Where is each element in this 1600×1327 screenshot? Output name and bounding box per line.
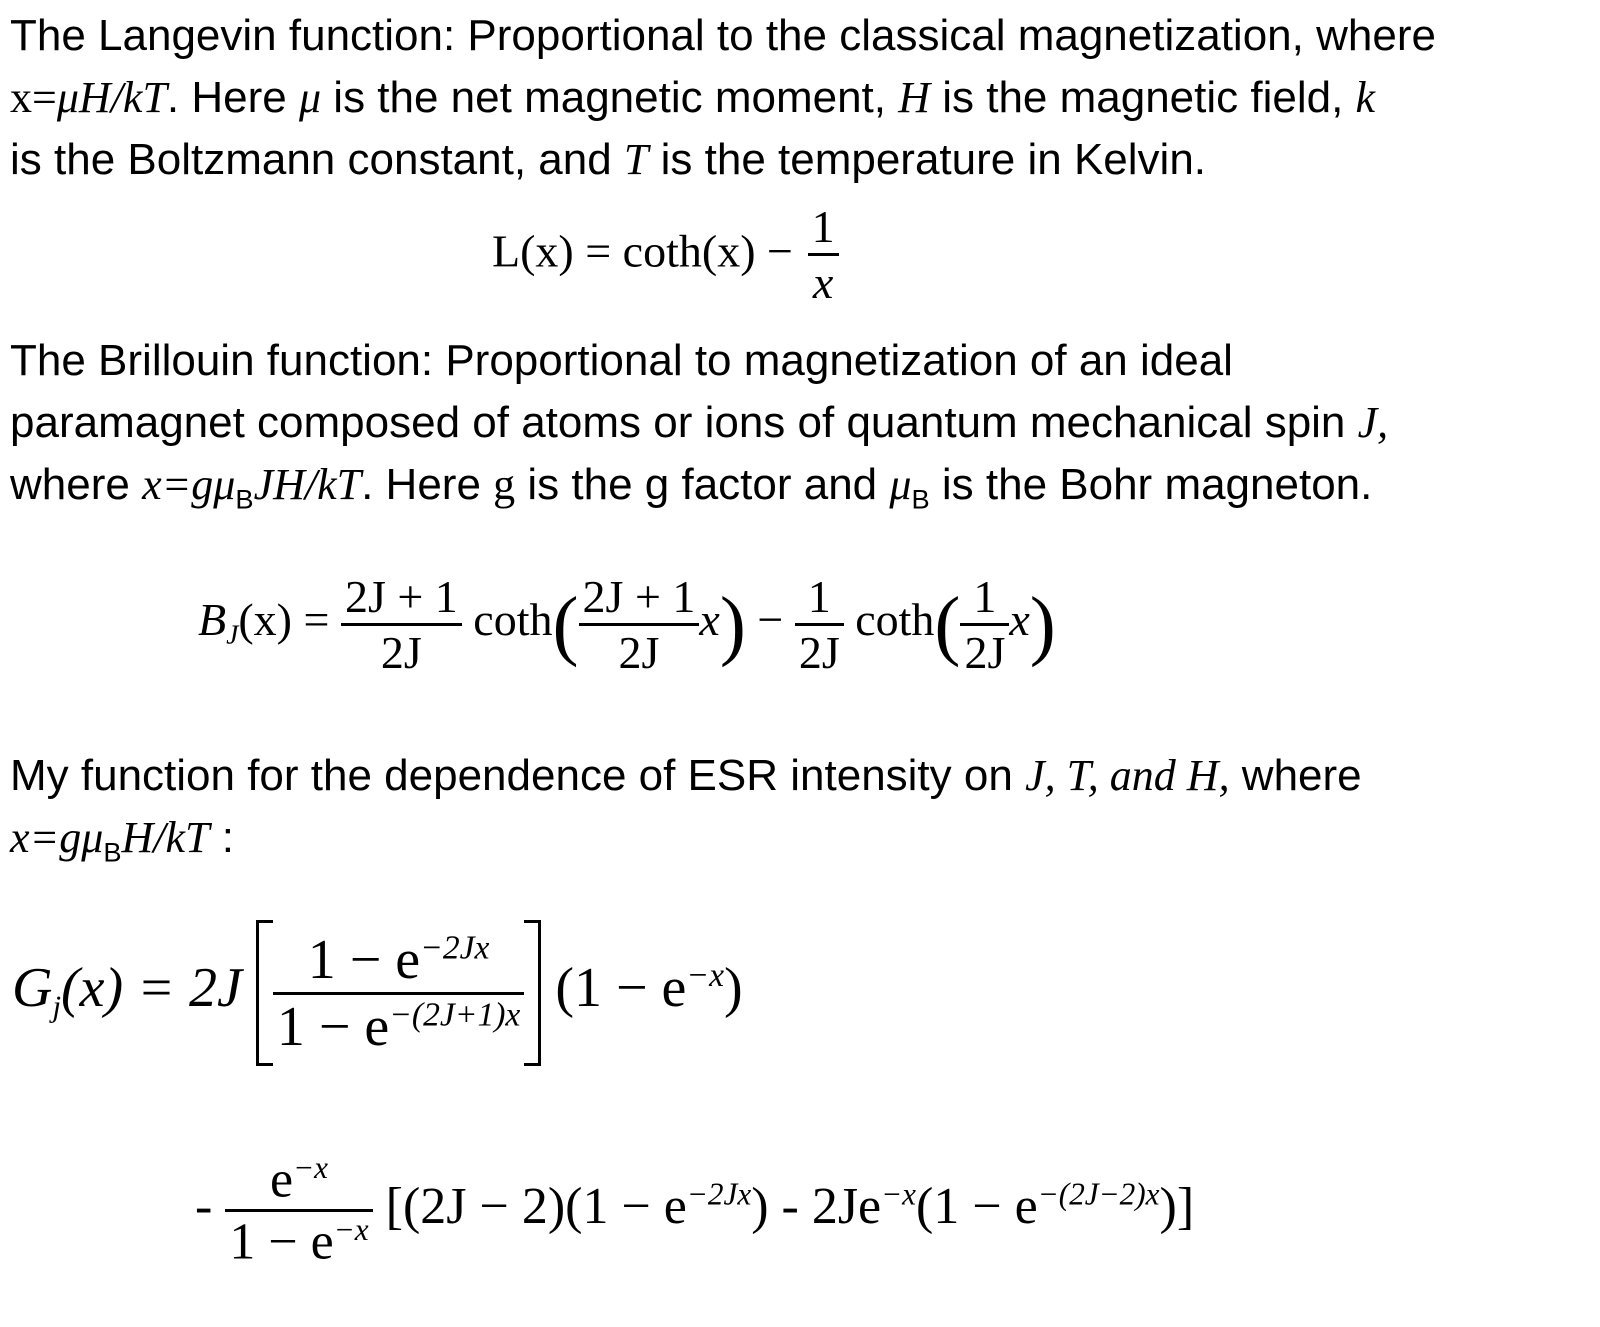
right-square-bracket	[524, 920, 541, 1066]
esr-line-1: My function for the dependence of ESR intensity on J, T, and H, where	[10, 751, 1362, 800]
brillouin-frac-2: $\frac{2J + 1}{2J}$	[579, 570, 700, 679]
brillouin-frac-4: $\frac{1}{2J}$	[960, 570, 1009, 679]
brillouin-line-2: paramagnet composed of atoms or ions of quantum mechanical spin J,	[10, 398, 1389, 447]
brillouin-frac-3: $\frac{1}{2J}$	[795, 570, 844, 679]
langevin-line-1: The Langevin function: Proportional to the classical magnetization, where	[10, 11, 1436, 60]
brillouin-frac-1: $\frac{2J + 1}{2J}$	[341, 570, 462, 679]
langevin-x-def: μH/kT	[56, 73, 167, 122]
langevin-line-3: is the Boltzmann constant, and T is the temperature in Kelvin.	[10, 135, 1207, 184]
langevin-equation	[492, 200, 839, 309]
brillouin-equation: BJ(x) = $\frac{2J + 1}{2J}$ coth( $\frac{2J + 1}{2J}$ x) − $\frac{1}{2J}$ coth( $\frac{1}{2J}$ x)	[198, 571, 1056, 678]
langevin-eq-lhs: L(x) = coth(x) −	[492, 225, 793, 277]
esr-equation-1: Gj(x) = 2J $\frac{1 - e^{-2Jx}}{1 - e^{-(2J+1)x}}$ $(1 - e^{-x})$	[12, 920, 743, 1066]
left-square-bracket	[256, 920, 273, 1066]
esr-frac-1: $\frac{1 - e^{-2Jx}}{1 - e^{-(2J+1)x}}$	[273, 928, 525, 1059]
langevin-line-2: x=μH/kT. Here μ is the net magnetic moment, H is the magnetic field, k	[10, 73, 1376, 122]
esr-paragraph	[10, 745, 1580, 869]
brillouin-paragraph	[10, 330, 1580, 516]
langevin-eq-fraction: $\frac{1}{x}$	[808, 200, 839, 309]
brillouin-line-3: where $x=g\mu_BJH/kT$. Here g is the g factor and $\mu_B$ is the Bohr magneton.	[10, 460, 1373, 515]
esr-equation-2: - $\frac{e^{-x}}{1 - e^{-x}}$ $[(2J - 2)(1 - e^{-2Jx}) - 2Je^{-x}(1 - e^{-(2J-2)x})]$	[195, 1150, 1195, 1271]
brillouin-line-1: The Brillouin function: Proportional to magnetization of an ideal	[10, 336, 1233, 385]
esr-frac-2: $\frac{e^{-x}}{1 - e^{-x}}$	[225, 1150, 372, 1272]
langevin-paragraph	[10, 5, 1580, 191]
esr-line-2: $x=g\mu_BH/kT$ :	[10, 813, 234, 868]
